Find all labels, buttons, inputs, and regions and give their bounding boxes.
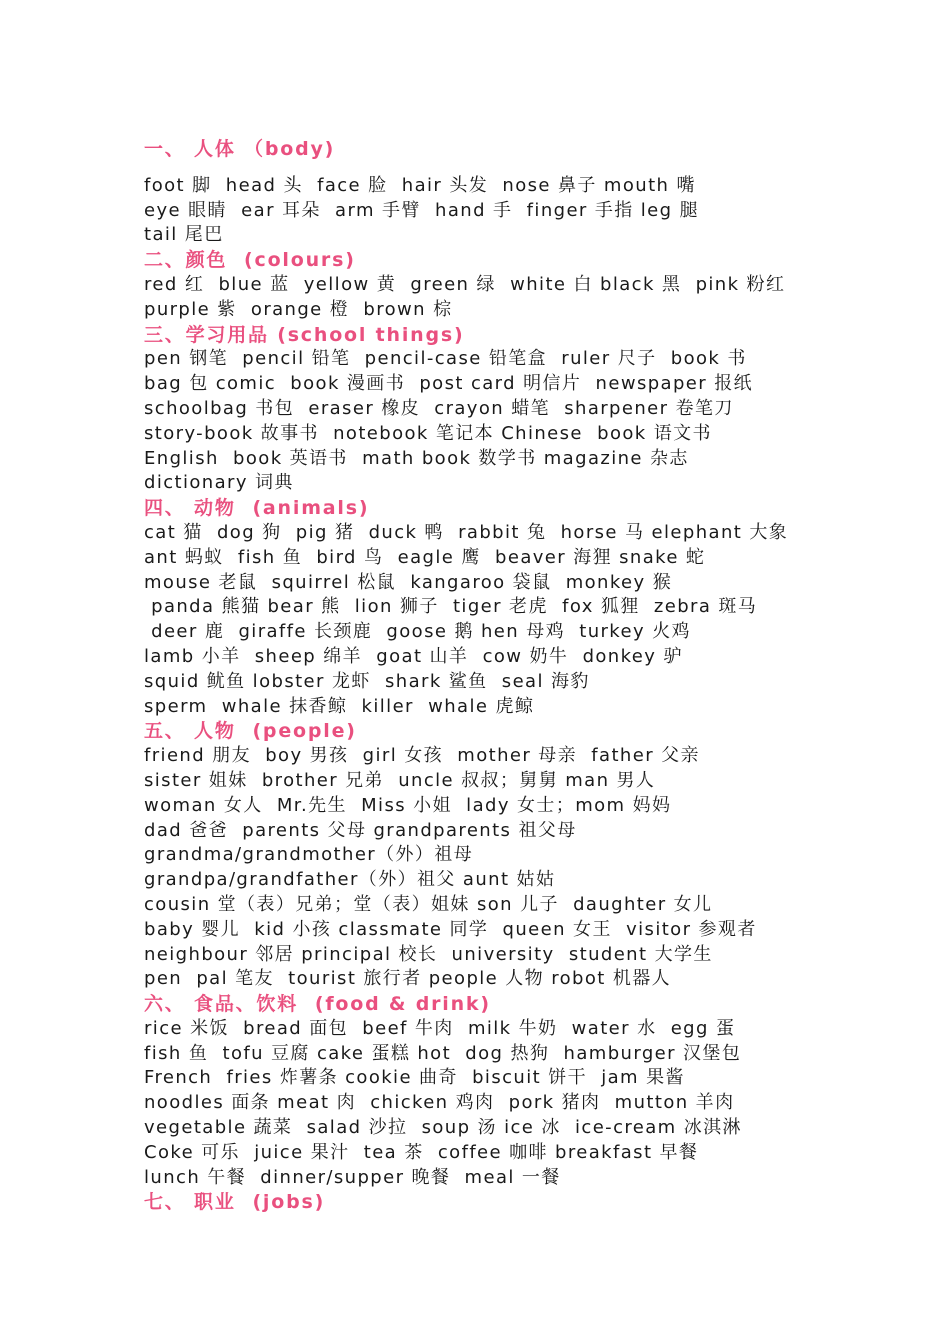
- section-heading: 七、 职业 (jobs): [144, 1191, 326, 1214]
- section-heading: 四、 动物 (animals): [144, 497, 370, 520]
- section-food-drink: [144, 992, 844, 1190]
- word-line: grandma/grandmother（外）祖母: [144, 844, 474, 866]
- section-heading: 六、 食品、饮料 (food & drink): [144, 993, 491, 1016]
- word-line: lunch 午餐 dinner/supper 晚餐 meal 一餐: [144, 1166, 561, 1188]
- word-line: pen 钢笔 pencil 铅笔 pencil-case 铅笔盒 ruler 尺子 book 书: [144, 348, 747, 370]
- section-heading: 五、 人物 (people): [144, 720, 357, 743]
- word-line: foot 脚 head 头 face 脸 hair 头发 nose 鼻子 mouth 嘴: [144, 174, 696, 196]
- word-line: bag 包 comic book 漫画书 post card 明信片 newspaper 报纸: [144, 373, 754, 395]
- word-line: deer 鹿 giraffe 长颈鹿 goose 鹅 hen 母鸡 turkey 火鸡: [144, 621, 691, 643]
- word-line: red 红 blue 蓝 yellow 黄 green 绿 white 白 black 黑 pink 粉红: [144, 273, 786, 295]
- word-line: dad 爸爸 parents 父母 grandparents 祖父母: [144, 819, 577, 841]
- word-line: schoolbag 书包 eraser 橡皮 crayon 蜡笔 sharpener 卷笔刀: [144, 397, 734, 419]
- word-line: fish 鱼 tofu 豆腐 cake 蛋糕 hot dog 热狗 hamburger 汉堡包: [144, 1042, 742, 1064]
- word-line: mouse 老鼠 squirrel 松鼠 kangaroo 袋鼠 monkey 猴: [144, 571, 673, 593]
- section-heading: 一、 人体 （body): [144, 138, 336, 160]
- word-line: sister 姐妹 brother 兄弟 uncle 叔叔；舅舅 man 男人: [144, 769, 656, 791]
- section-colours: [144, 248, 844, 322]
- word-line: cousin 堂（表）兄弟；堂（表）姐妹 son 儿子 daughter 女儿: [144, 893, 713, 915]
- word-line: tail 尾巴: [144, 224, 224, 246]
- word-line: neighbour 邻居 principal 校长 university student 大学生: [144, 943, 713, 965]
- word-line: dictionary 词典: [144, 472, 294, 494]
- word-line: Coke 可乐 juice 果汁 tea 茶 coffee 咖啡 breakfast 早餐: [144, 1141, 699, 1163]
- word-line: squid 鱿鱼 lobster 龙虾 shark 鲨鱼 seal 海豹: [144, 670, 590, 692]
- section-animals: [144, 496, 844, 719]
- word-line: grandpa/grandfather（外）祖父 aunt 姑姑: [144, 869, 556, 891]
- section-school-things: [144, 323, 844, 497]
- word-line: English book 英语书 math book 数学书 magazine 杂志: [144, 447, 689, 469]
- word-line: rice 米饭 bread 面包 beef 牛肉 milk 牛奶 water 水 egg 蛋: [144, 1017, 736, 1039]
- word-line: friend 朋友 boy 男孩 girl 女孩 mother 母亲 father 父亲: [144, 745, 700, 767]
- word-line: French fries 炸薯条 cookie 曲奇 biscuit 饼干 jam 果酱: [144, 1067, 685, 1089]
- word-line: pen pal 笔友 tourist 旅行者 people 人物 robot 机器人: [144, 968, 672, 990]
- section-jobs: [144, 1190, 844, 1215]
- vocabulary-document: [144, 137, 844, 1215]
- word-line: vegetable 蔬菜 salad 沙拉 soup 汤 ice 冰 ice-cream 冰淇淋: [144, 1117, 742, 1139]
- word-line: lamb 小羊 sheep 绵羊 goat 山羊 cow 奶牛 donkey 驴: [144, 645, 683, 667]
- word-line: story-book 故事书 notebook 笔记本 Chinese book 语文书: [144, 422, 712, 444]
- word-line: noodles 面条 meat 肉 chicken 鸡肉 pork 猪肉 mutton 羊肉: [144, 1092, 735, 1114]
- word-line: sperm whale 抹香鲸 killer whale 虎鲸: [144, 695, 535, 717]
- section-heading: 三、学习用品 (school things): [144, 323, 465, 346]
- word-line: purple 紫 orange 橙 brown 棕: [144, 298, 453, 320]
- word-line: panda 熊猫 bear 熊 lion 狮子 tiger 老虎 fox 狐狸 zebra 斑马: [144, 596, 758, 618]
- word-line: eye 眼睛 ear 耳朵 arm 手臂 hand 手 finger 手指 leg 腿: [144, 199, 699, 221]
- section-body: [144, 137, 844, 248]
- word-line: cat 猫 dog 狗 pig 猪 duck 鸭 rabbit 兔 horse 马 elephant 大象: [144, 521, 789, 543]
- word-line: baby 婴儿 kid 小孩 classmate 同学 queen 女王 visitor 参观者: [144, 918, 757, 940]
- section-heading: 二、颜色 (colours): [144, 249, 356, 272]
- word-line: woman 女人 Mr.先生 Miss 小姐 lady 女士；mom 妈妈: [144, 794, 672, 816]
- section-people: [144, 719, 844, 992]
- word-line: ant 蚂蚁 fish 鱼 bird 鸟 eagle 鹰 beaver 海狸 snake 蛇: [144, 546, 706, 568]
